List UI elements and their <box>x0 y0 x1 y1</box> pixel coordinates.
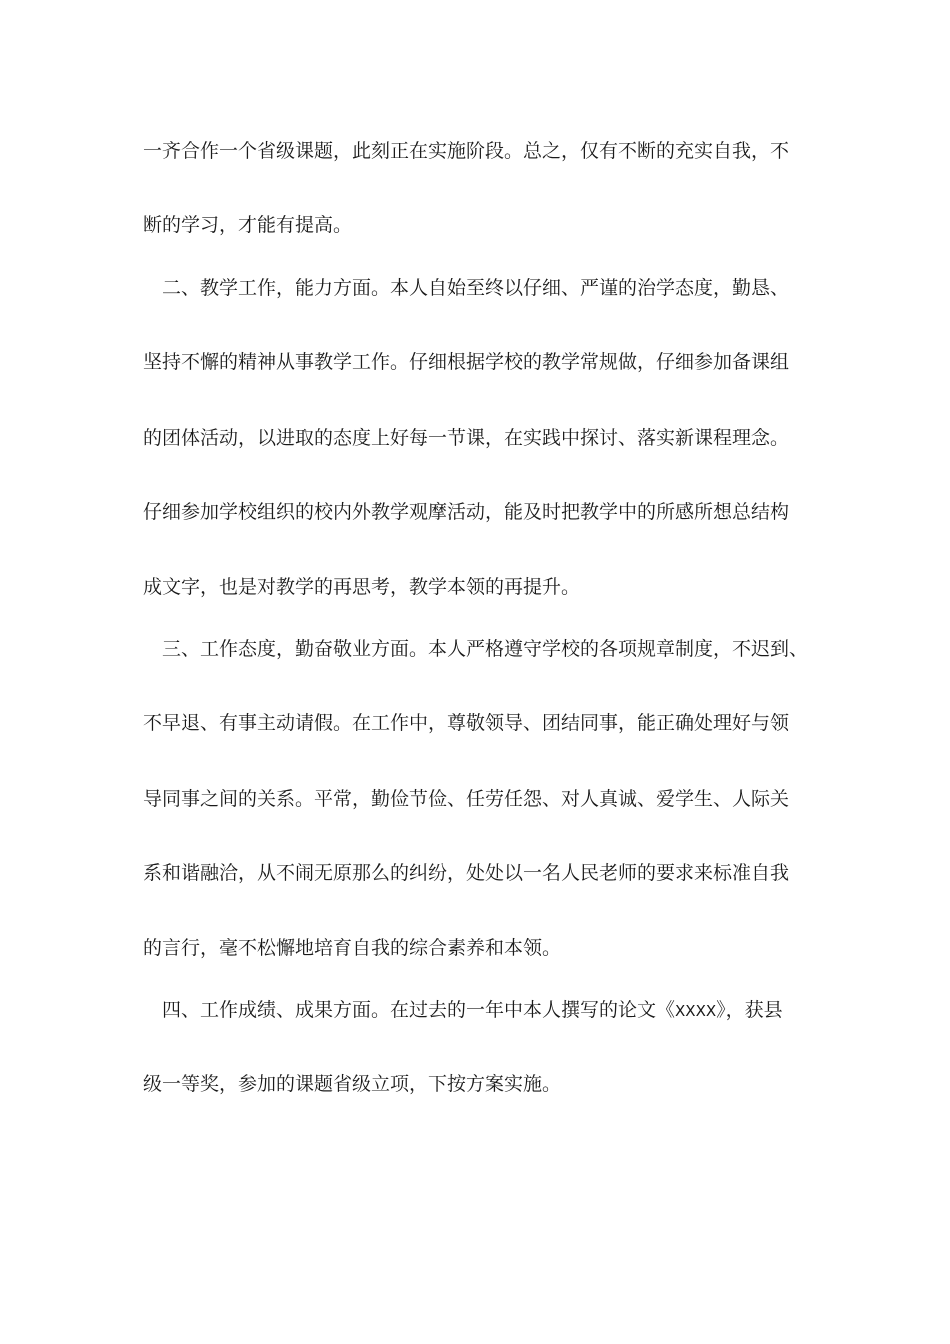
paragraph-line: 二、教学工作，能力方面。本人自始至终以仔细、严谨的治学态度，勤恳、 <box>162 277 790 299</box>
paragraph-line: 系和谐融洽，从不闹无原那么的纠纷，处处以一名人民老师的要求来标准自我 <box>143 862 790 884</box>
paragraph-line: 成文字，也是对教学的再思考，教学本领的再提升。 <box>143 576 581 598</box>
paragraph-line: 导同事之间的关系。平常，勤俭节俭、任劳任怨、对人真诚、爱学生、人际关 <box>143 788 790 810</box>
paragraph-line: 不早退、有事主动请假。在工作中，尊敬领导、团结同事，能正确处理好与领 <box>143 712 790 734</box>
paragraph-line: 三、工作态度，勤奋敬业方面。本人严格遵守学校的各项规章制度，不迟到、 <box>162 638 809 660</box>
paragraph-line: 的团体活动，以进取的态度上好每一节课，在实践中探讨、落实新课程理念。 <box>143 427 790 449</box>
paragraph-line: 坚持不懈的精神从事教学工作。仔细根据学校的教学常规做，仔细参加备课组 <box>143 351 790 373</box>
paragraph-line: 一齐合作一个省级课题，此刻正在实施阶段。总之，仅有不断的充实自我，不 <box>143 140 790 162</box>
paragraph-line <box>162 997 842 1024</box>
paragraph-line: 仔细参加学校组织的校内外教学观摩活动，能及时把教学中的所感所想总结构 <box>143 501 790 523</box>
line-text-before: 四、工作成绩、成果方面。在过去的一年中本人撰写的论文《 <box>162 999 676 1021</box>
paragraph-line: 级一等奖，参加的课题省级立项，下按方案实施。 <box>143 1073 562 1095</box>
line-text-after: 》，获县 <box>716 999 783 1021</box>
paragraph-line: 的言行，毫不松懈地培育自我的综合素养和本领。 <box>143 937 562 959</box>
thesis-title-placeholder: XXXX <box>675 1002 717 1020</box>
paragraph-line: 断的学习，才能有提高。 <box>143 214 353 236</box>
